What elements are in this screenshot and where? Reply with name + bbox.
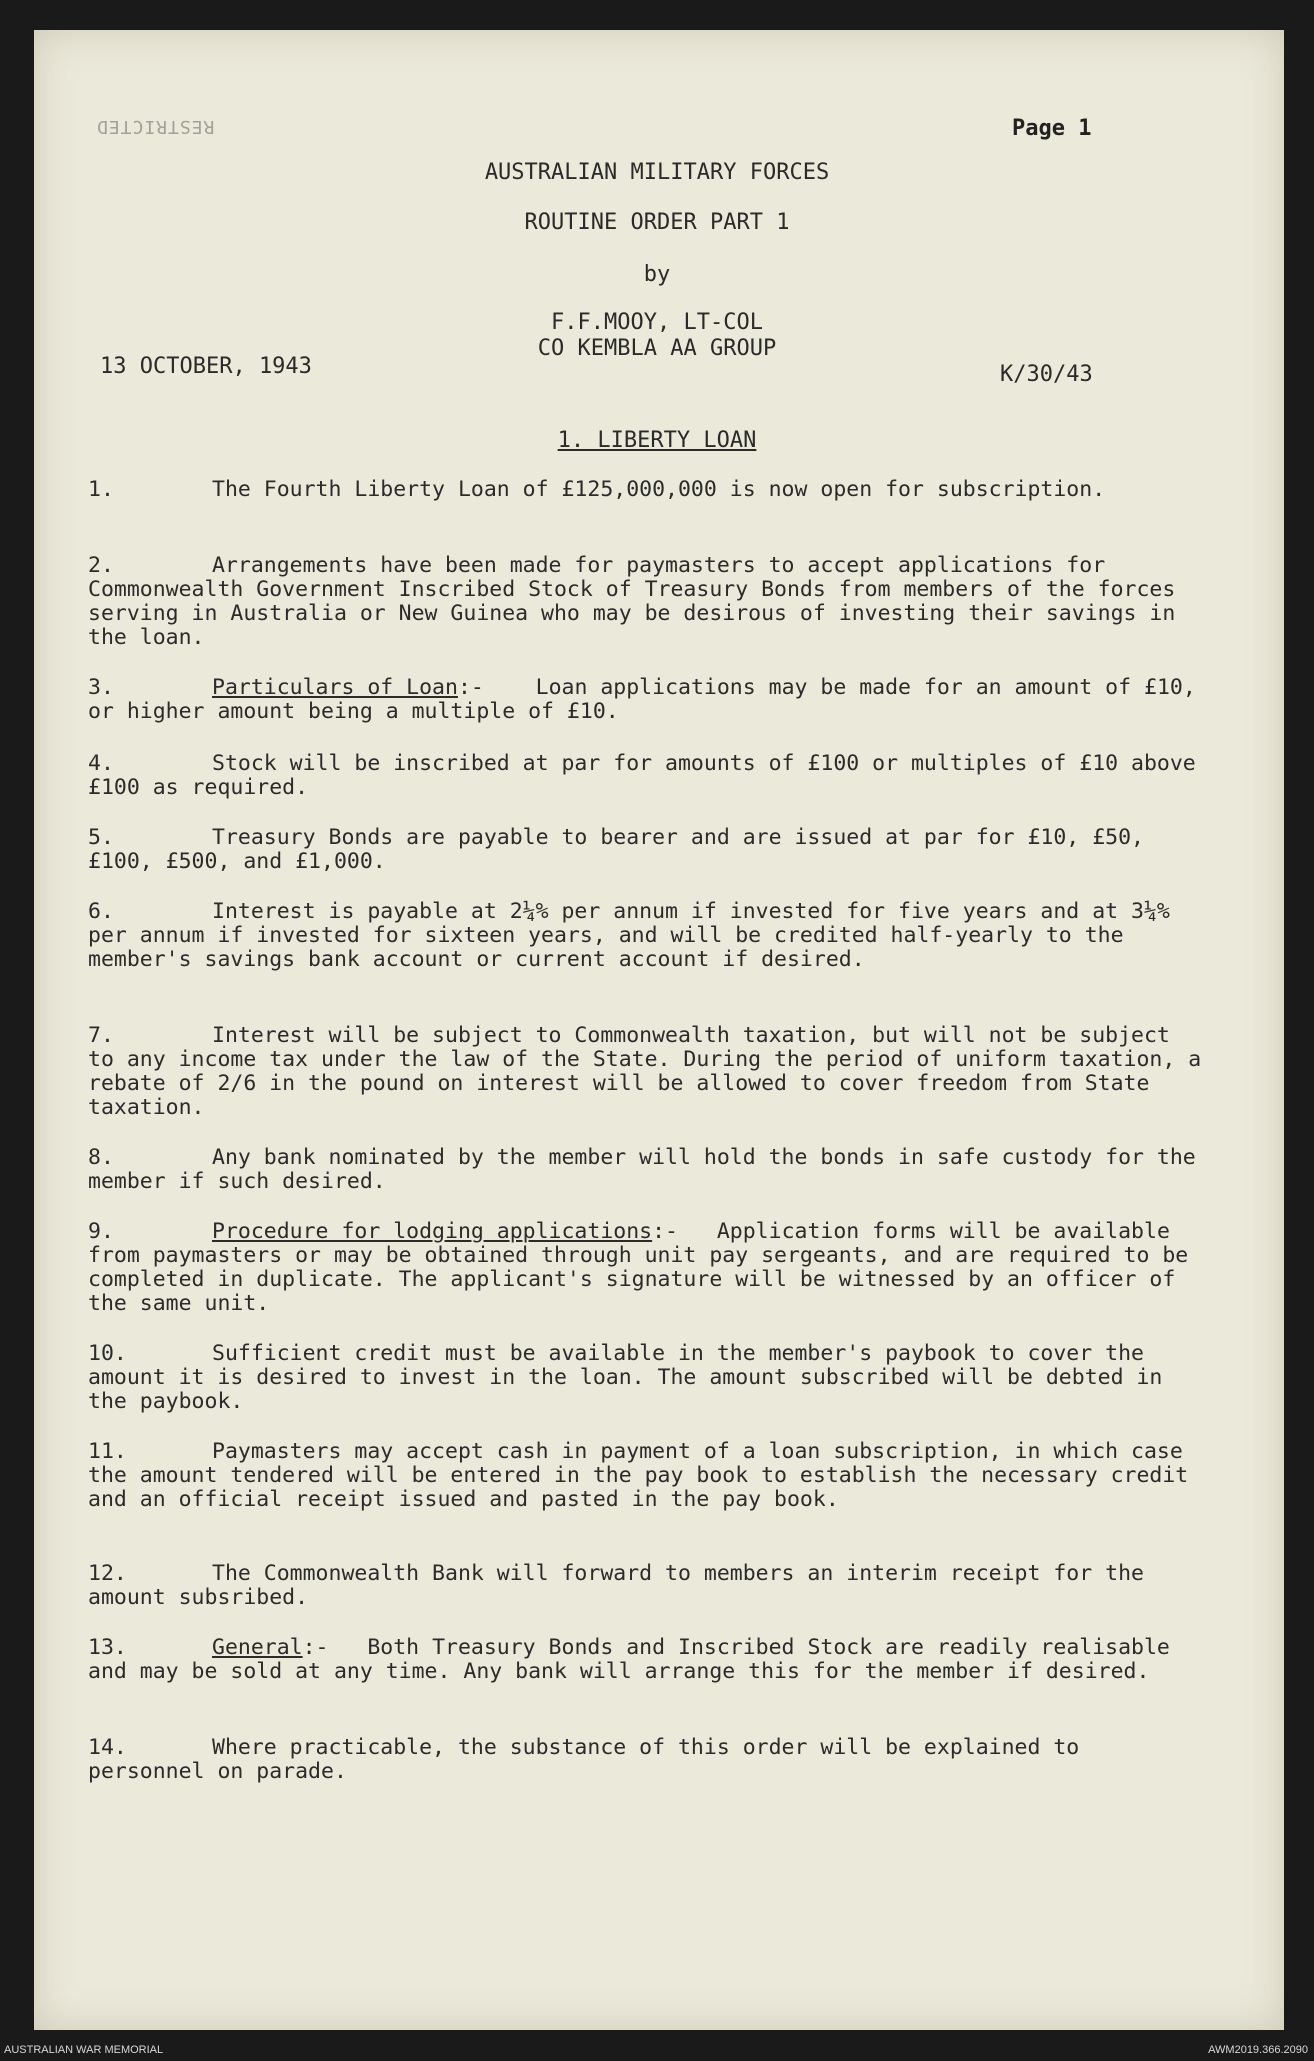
order-date: 13 OCTOBER, 1943 <box>100 354 312 379</box>
archive-mark: RESTRICTED <box>96 116 215 137</box>
paragraph-number: 10. <box>88 1341 127 1366</box>
paragraph-text: Interest will be subject to Commonwealth taxation, but will not be subject to any income tax under the law of the State. During the period of uniform taxation, a rebate of 2/6 in the pound on interest will be allowed to cover freedom from State taxation. <box>88 1023 1202 1120</box>
paragraph-number: 12. <box>88 1561 127 1586</box>
paragraph-text: The Commonwealth Bank will forward to members an interim receipt for the amount subsribed. <box>88 1561 1144 1610</box>
heading-organisation: AUSTRALIAN MILITARY FORCES <box>484 160 830 185</box>
paragraph-text: Arrangements have been made for paymasters to accept applications for Commonwealth Government Inscribed Stock of Treasury Bonds from members of the forces serving in Australia or New Guinea who may be desirous of investing their savings in the loan. <box>88 553 1176 650</box>
paragraph-text: Interest is payable at 2¼% per annum if invested for five years and at 3¼% per annum if invested for sixteen years, and will be credited half-yearly to the member's savings bank account or current account if desired. <box>88 899 1170 972</box>
paragraph <box>88 1342 1208 1414</box>
paragraph-number: 8. <box>88 1145 114 1170</box>
paragraph-number: 9. <box>88 1219 114 1244</box>
paragraph <box>88 554 1208 650</box>
paragraph-text: Treasury Bonds are payable to bearer and are issued at par for £10, £50, £100, £500, and £1,000. <box>88 825 1144 874</box>
section-title: 1. LIBERTY LOAN <box>557 428 757 453</box>
page-number: Page 1 <box>1012 116 1092 141</box>
paragraph-text: Application forms will be available from paymasters or may be obtained through unit pay sergeants, and are required to be completed in duplicate. The applicant's signature will be witnessed by an officer of the same unit. <box>88 1219 1189 1316</box>
paragraph <box>88 1736 1208 1784</box>
footer-accession-number: AWM2019.366.2090 <box>1208 2044 1308 2056</box>
paragraph-label: Procedure for lodging applications <box>212 1219 653 1244</box>
paragraph-number: 1. <box>88 477 114 502</box>
paragraph-number: 5. <box>88 825 114 850</box>
heading-by: by <box>643 262 671 287</box>
paragraph-label: Particulars of Loan <box>212 675 458 700</box>
paragraph-number: 7. <box>88 1023 114 1048</box>
paragraph: 9. Procedure for lodging applications:- Application forms will be available from paymasters or may be obtained through unit pay sergeants, and are required to be completed in duplicate. The applicant's signature will be witnessed by an officer of the same unit. <box>88 1219 1189 1316</box>
paragraph-text: Both Treasury Bonds and Inscribed Stock are readily realisable and may be sold at any time. Any bank will arrange this for the member if desired. <box>88 1635 1170 1684</box>
heading-unit: CO KEMBLA AA GROUP <box>537 336 777 361</box>
heading-order-type: ROUTINE ORDER PART 1 <box>524 210 790 235</box>
paragraph-number: 6. <box>88 899 114 924</box>
paragraph-label: General <box>212 1635 303 1660</box>
paragraph-text: Where practicable, the substance of this order will be explained to personnel on parade. <box>88 1735 1080 1784</box>
paragraph <box>88 1146 1208 1194</box>
paragraph-number: 13. <box>88 1635 127 1660</box>
paragraph <box>88 478 1208 502</box>
paragraph-number: 2. <box>88 553 114 578</box>
footer-archive-name: AUSTRALIAN WAR MEMORIAL <box>4 2044 164 2056</box>
paragraph-number: 3. <box>88 675 114 700</box>
paragraph-text: Sufficient credit must be available in the member's paybook to cover the amount it is desired to invest in the loan. The amount subscribed will be debted in the paybook. <box>88 1341 1163 1414</box>
paragraph-text: Any bank nominated by the member will hold the bonds in safe custody for the member if such desired. <box>88 1145 1196 1194</box>
paragraph-number: 14. <box>88 1735 127 1760</box>
paragraph-text: Paymasters may accept cash in payment of a loan subscription, in which case the amount tendered will be entered in the pay book to establish the necessary credit and an official receipt issued and pasted in the pay book. <box>88 1439 1189 1512</box>
paragraph-text: Loan applications may be made for an amount of £10, or higher amount being a multiple of £10. <box>88 675 1196 724</box>
order-reference: K/30/43 <box>1000 362 1093 387</box>
paragraph-number: 4. <box>88 751 114 776</box>
paragraph <box>88 752 1208 800</box>
paragraph: 3. Particulars of Loan:- Loan applications may be made for an amount of £10, or higher amount being a multiple of £10. <box>88 675 1196 724</box>
paragraph <box>88 1440 1208 1512</box>
paragraph <box>88 1562 1208 1610</box>
heading-officer: F.F.MOOY, LT-COL <box>551 310 763 335</box>
paragraph-number: 11. <box>88 1439 127 1464</box>
paragraph-text: The Fourth Liberty Loan of £125,000,000 is now open for subscription. <box>212 477 1106 502</box>
paragraph <box>88 826 1208 874</box>
paragraph-text: Stock will be inscribed at par for amounts of £100 or multiples of £10 above £100 as required. <box>88 751 1196 800</box>
paragraph: 13. General:- Both Treasury Bonds and Inscribed Stock are readily realisable and may be sold at any time. Any bank will arrange this for the member if desired. <box>88 1635 1170 1684</box>
paragraph <box>88 1024 1208 1120</box>
paragraph <box>88 900 1208 972</box>
